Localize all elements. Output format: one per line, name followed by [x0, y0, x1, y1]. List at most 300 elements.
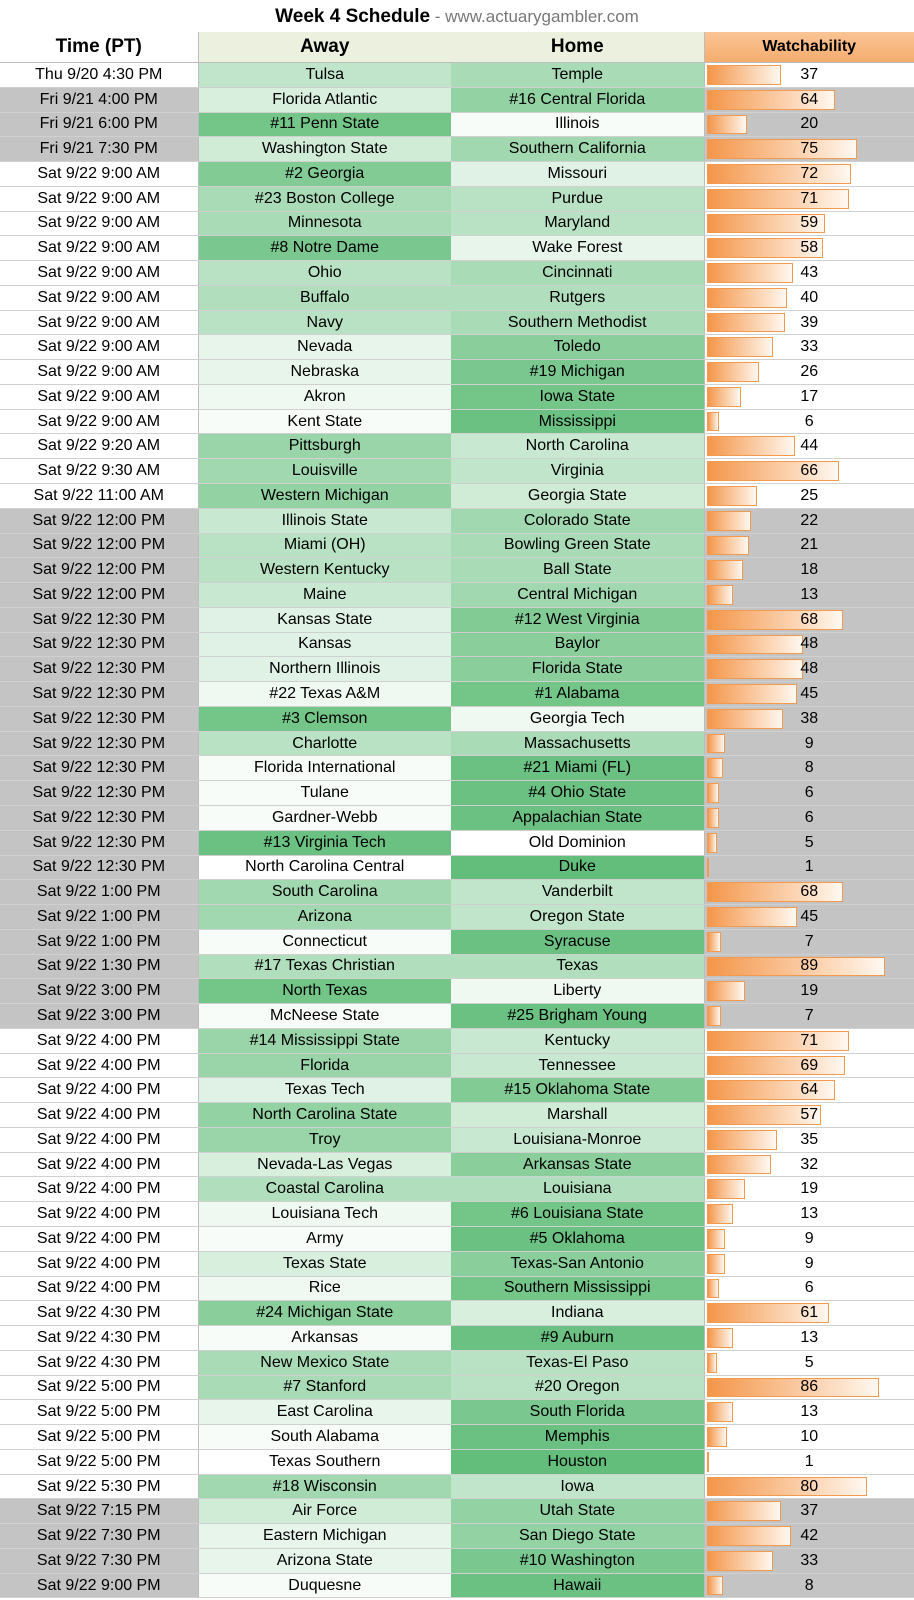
watchability-value: 1 — [804, 858, 814, 876]
home-team: Kentucky — [451, 1028, 704, 1053]
home-team: Houston — [451, 1449, 704, 1474]
away-team: Northern Illinois — [198, 657, 451, 682]
home-team: Massachusetts — [451, 731, 704, 756]
away-team: McNeese State — [198, 1004, 451, 1029]
watchability-cell — [704, 1226, 914, 1251]
watchability-value: 43 — [800, 264, 819, 281]
watchability-cell — [704, 1103, 914, 1128]
table-row — [0, 1425, 914, 1450]
table-row — [0, 731, 914, 756]
watchability-cell — [704, 137, 914, 162]
watchability-cell — [704, 632, 914, 657]
watchability-cell — [704, 1474, 914, 1499]
table-row — [0, 1326, 914, 1351]
table-row — [0, 360, 914, 385]
away-team: Eastern Michigan — [198, 1524, 451, 1549]
table-row — [0, 805, 914, 830]
table-row — [0, 335, 914, 360]
watchability-value: 6 — [804, 784, 814, 802]
watchability-cell — [704, 533, 914, 558]
table-row — [0, 1127, 914, 1152]
table-row — [0, 929, 914, 954]
game-time: Sat 9/22 9:00 AM — [0, 236, 198, 261]
table-row — [0, 533, 914, 558]
away-team: Louisville — [198, 459, 451, 484]
table-row — [0, 1276, 914, 1301]
game-time: Thu 9/20 4:30 PM — [0, 63, 198, 88]
home-team: Ball State — [451, 558, 704, 583]
away-team: Kansas — [198, 632, 451, 657]
watchability-cell — [704, 1202, 914, 1227]
game-time: Sat 9/22 4:00 PM — [0, 1103, 198, 1128]
watchability-cell — [704, 979, 914, 1004]
watchability-cell — [704, 583, 914, 608]
table-row — [0, 607, 914, 632]
home-team: #6 Louisiana State — [451, 1202, 704, 1227]
watchability-value: 89 — [800, 957, 819, 975]
home-team: #20 Oregon — [451, 1375, 704, 1400]
home-team: Colorado State — [451, 508, 704, 533]
away-team: Nevada-Las Vegas — [198, 1152, 451, 1177]
away-team: Pittsburgh — [198, 434, 451, 459]
watchability-cell — [704, 1127, 914, 1152]
title-subtitle: - www.actuarygambler.com — [430, 7, 639, 26]
home-team: Rutgers — [451, 285, 704, 310]
away-team: Maine — [198, 583, 451, 608]
home-team: #19 Michigan — [451, 360, 704, 385]
table-row — [0, 508, 914, 533]
home-team: Georgia State — [451, 484, 704, 509]
table-row — [0, 1226, 914, 1251]
watchability-cell — [704, 211, 914, 236]
away-team: Arkansas — [198, 1326, 451, 1351]
watchability-value: 13 — [800, 1328, 819, 1346]
game-time: Sat 9/22 7:30 PM — [0, 1524, 198, 1549]
table-row — [0, 1449, 914, 1474]
game-time: Sat 9/22 9:00 AM — [0, 261, 198, 286]
game-time: Sat 9/22 12:30 PM — [0, 855, 198, 880]
away-team: Kent State — [198, 409, 451, 434]
watchability-value: 61 — [800, 1304, 819, 1322]
table-row — [0, 1004, 914, 1029]
table-row — [0, 1375, 914, 1400]
away-team: #11 Penn State — [198, 112, 451, 137]
game-time: Sat 9/22 12:00 PM — [0, 583, 198, 608]
table-row — [0, 558, 914, 583]
away-team: #8 Notre Dame — [198, 236, 451, 261]
watchability-value: 42 — [800, 1527, 819, 1545]
away-team: Florida Atlantic — [198, 87, 451, 112]
game-time: Fri 9/21 4:00 PM — [0, 87, 198, 112]
watchability-value: 6 — [804, 1279, 814, 1297]
game-time: Sat 9/22 7:30 PM — [0, 1548, 198, 1573]
game-time: Sat 9/22 12:30 PM — [0, 731, 198, 756]
watchability-cell — [704, 310, 914, 335]
game-time: Sat 9/22 4:00 PM — [0, 1226, 198, 1251]
watchability-value: 17 — [800, 387, 819, 405]
watchability-cell — [704, 63, 914, 88]
watchability-cell — [704, 434, 914, 459]
away-team: Charlotte — [198, 731, 451, 756]
watchability-value: 19 — [800, 982, 819, 1000]
home-team: Central Michigan — [451, 583, 704, 608]
table-row — [0, 1400, 914, 1425]
watchability-cell — [704, 880, 914, 905]
column-header-home: Home — [451, 32, 704, 63]
watchability-value: 9 — [804, 1254, 814, 1272]
home-team: Missouri — [451, 162, 704, 187]
watchability-value: 57 — [800, 1106, 819, 1124]
game-time: Sat 9/22 12:30 PM — [0, 657, 198, 682]
game-time: Sat 9/22 4:00 PM — [0, 1251, 198, 1276]
away-team: Tulane — [198, 781, 451, 806]
watchability-cell — [704, 1425, 914, 1450]
game-time: Sat 9/22 9:20 AM — [0, 434, 198, 459]
watchability-cell — [704, 87, 914, 112]
game-time: Sat 9/22 5:00 PM — [0, 1375, 198, 1400]
home-team: Duke — [451, 855, 704, 880]
game-time: Sat 9/22 4:00 PM — [0, 1078, 198, 1103]
watchability-cell — [704, 855, 914, 880]
home-team: #12 West Virginia — [451, 607, 704, 632]
home-team: Old Dominion — [451, 830, 704, 855]
away-team: North Carolina State — [198, 1103, 451, 1128]
game-time: Sat 9/22 9:00 PM — [0, 1573, 198, 1598]
away-team: Nevada — [198, 335, 451, 360]
away-team: Texas State — [198, 1251, 451, 1276]
home-team: Texas-El Paso — [451, 1350, 704, 1375]
game-time: Sat 9/22 9:00 AM — [0, 285, 198, 310]
watchability-value: 1 — [804, 1452, 814, 1470]
home-team: North Carolina — [451, 434, 704, 459]
table-row — [0, 682, 914, 707]
watchability-cell — [704, 1573, 914, 1598]
table-row — [0, 1177, 914, 1202]
game-time: Sat 9/22 3:00 PM — [0, 1004, 198, 1029]
table-row — [0, 261, 914, 286]
column-header-time: Time (PT) — [0, 32, 198, 63]
game-time: Sat 9/22 4:00 PM — [0, 1152, 198, 1177]
table-row — [0, 855, 914, 880]
game-time: Sat 9/22 12:30 PM — [0, 682, 198, 707]
table-row — [0, 434, 914, 459]
watchability-cell — [704, 682, 914, 707]
home-team: Marshall — [451, 1103, 704, 1128]
watchability-value: 80 — [800, 1477, 819, 1495]
table-row — [0, 162, 914, 187]
table-row — [0, 484, 914, 509]
away-team: #23 Boston College — [198, 186, 451, 211]
watchability-value: 38 — [800, 709, 819, 727]
away-team: Arizona State — [198, 1548, 451, 1573]
home-team: Iowa — [451, 1474, 704, 1499]
watchability-cell — [704, 1400, 914, 1425]
watchability-value: 22 — [800, 511, 819, 529]
header-row — [0, 32, 914, 63]
game-time: Sat 9/22 12:30 PM — [0, 756, 198, 781]
game-time: Sat 9/22 4:00 PM — [0, 1053, 198, 1078]
watchability-cell — [704, 1375, 914, 1400]
home-team: #9 Auburn — [451, 1326, 704, 1351]
watchability-value: 32 — [800, 1155, 819, 1173]
away-team: #17 Texas Christian — [198, 954, 451, 979]
watchability-value: 19 — [800, 1180, 819, 1198]
home-team: #21 Miami (FL) — [451, 756, 704, 781]
game-time: Sat 9/22 4:00 PM — [0, 1028, 198, 1053]
watchability-value: 58 — [800, 239, 819, 257]
home-team: South Florida — [451, 1400, 704, 1425]
away-team: Kansas State — [198, 607, 451, 632]
home-team: Georgia Tech — [451, 706, 704, 731]
home-team: Purdue — [451, 186, 704, 211]
watchability-value: 5 — [804, 833, 814, 851]
home-team: Oregon State — [451, 905, 704, 930]
home-team: Texas-San Antonio — [451, 1251, 704, 1276]
away-team: #22 Texas A&M — [198, 682, 451, 707]
watchability-cell — [704, 781, 914, 806]
away-team: Akron — [198, 384, 451, 409]
watchability-value: 71 — [800, 189, 819, 207]
table-row — [0, 1028, 914, 1053]
away-team: North Texas — [198, 979, 451, 1004]
table-row — [0, 211, 914, 236]
home-team: #25 Brigham Young — [451, 1004, 704, 1029]
game-time: Sat 9/22 12:30 PM — [0, 607, 198, 632]
home-team: #1 Alabama — [451, 682, 704, 707]
watchability-cell — [704, 1177, 914, 1202]
game-time: Sat 9/22 5:00 PM — [0, 1449, 198, 1474]
away-team: New Mexico State — [198, 1350, 451, 1375]
watchability-value: 75 — [800, 140, 819, 158]
table-row — [0, 1078, 914, 1103]
watchability-value: 72 — [800, 164, 819, 182]
watchability-cell — [704, 1028, 914, 1053]
away-team: North Carolina Central — [198, 855, 451, 880]
table-row — [0, 706, 914, 731]
table-row — [0, 384, 914, 409]
watchability-cell — [704, 1350, 914, 1375]
table-row — [0, 1499, 914, 1524]
home-team: San Diego State — [451, 1524, 704, 1549]
away-team: Western Michigan — [198, 484, 451, 509]
game-time: Sat 9/22 4:30 PM — [0, 1326, 198, 1351]
game-time: Fri 9/21 6:00 PM — [0, 112, 198, 137]
table-row — [0, 409, 914, 434]
watchability-cell — [704, 954, 914, 979]
table-row — [0, 1548, 914, 1573]
away-team: Washington State — [198, 137, 451, 162]
table-row — [0, 657, 914, 682]
away-team: Florida — [198, 1053, 451, 1078]
table-row — [0, 112, 914, 137]
watchability-value: 37 — [800, 1502, 819, 1520]
away-team: Ohio — [198, 261, 451, 286]
away-team: Gardner-Webb — [198, 805, 451, 830]
away-team: Connecticut — [198, 929, 451, 954]
game-time: Sat 9/22 12:30 PM — [0, 781, 198, 806]
watchability-cell — [704, 261, 914, 286]
watchability-cell — [704, 731, 914, 756]
watchability-value: 39 — [800, 313, 819, 331]
game-time: Sat 9/22 12:30 PM — [0, 706, 198, 731]
watchability-cell — [704, 1499, 914, 1524]
watchability-cell — [704, 459, 914, 484]
watchability-value: 68 — [800, 610, 819, 628]
table-row — [0, 1251, 914, 1276]
away-team: Texas Tech — [198, 1078, 451, 1103]
watchability-value: 59 — [800, 214, 819, 232]
away-team: Tulsa — [198, 63, 451, 88]
table-row — [0, 186, 914, 211]
watchability-cell — [704, 1078, 914, 1103]
watchability-cell — [704, 484, 914, 509]
away-team: Florida International — [198, 756, 451, 781]
away-team: Troy — [198, 1127, 451, 1152]
table-row — [0, 459, 914, 484]
game-time: Sat 9/22 7:15 PM — [0, 1499, 198, 1524]
table-row — [0, 1152, 914, 1177]
home-team: Cincinnati — [451, 261, 704, 286]
watchability-value: 5 — [804, 1353, 814, 1371]
watchability-cell — [704, 1524, 914, 1549]
table-row — [0, 1202, 914, 1227]
away-team: East Carolina — [198, 1400, 451, 1425]
home-team: #16 Central Florida — [451, 87, 704, 112]
home-team: Texas — [451, 954, 704, 979]
watchability-cell — [704, 384, 914, 409]
watchability-cell — [704, 508, 914, 533]
table-row — [0, 236, 914, 261]
game-time: Sat 9/22 1:00 PM — [0, 929, 198, 954]
watchability-value: 86 — [800, 1378, 819, 1396]
home-team: #15 Oklahoma State — [451, 1078, 704, 1103]
watchability-value: 48 — [800, 660, 819, 678]
away-team: Minnesota — [198, 211, 451, 236]
home-team: Baylor — [451, 632, 704, 657]
game-time: Sat 9/22 1:00 PM — [0, 880, 198, 905]
watchability-value: 33 — [800, 1551, 819, 1569]
away-team: Louisiana Tech — [198, 1202, 451, 1227]
away-team: #14 Mississippi State — [198, 1028, 451, 1053]
home-team: Louisiana-Monroe — [451, 1127, 704, 1152]
watchability-cell — [704, 1251, 914, 1276]
game-time: Sat 9/22 9:00 AM — [0, 360, 198, 385]
table-row — [0, 87, 914, 112]
home-team: Illinois — [451, 112, 704, 137]
watchability-cell — [704, 112, 914, 137]
game-time: Sat 9/22 9:00 AM — [0, 186, 198, 211]
watchability-value: 40 — [800, 288, 819, 306]
watchability-cell — [704, 186, 914, 211]
table-row — [0, 1103, 914, 1128]
watchability-cell — [704, 905, 914, 930]
watchability-cell — [704, 706, 914, 731]
table-row — [0, 1573, 914, 1598]
watchability-value: 33 — [800, 338, 819, 356]
home-team: Appalachian State — [451, 805, 704, 830]
watchability-cell — [704, 1301, 914, 1326]
game-time: Sat 9/22 9:00 AM — [0, 162, 198, 187]
home-team: Vanderbilt — [451, 880, 704, 905]
game-time: Sat 9/22 4:00 PM — [0, 1177, 198, 1202]
game-time: Sat 9/22 9:00 AM — [0, 211, 198, 236]
watchability-cell — [704, 1548, 914, 1573]
game-time: Sat 9/22 4:30 PM — [0, 1301, 198, 1326]
watchability-cell — [704, 1053, 914, 1078]
game-time: Sat 9/22 4:00 PM — [0, 1276, 198, 1301]
watchability-cell — [704, 830, 914, 855]
table-row — [0, 1474, 914, 1499]
watchability-value: 6 — [804, 412, 814, 430]
watchability-cell — [704, 285, 914, 310]
watchability-value: 7 — [804, 932, 814, 950]
away-team: #13 Virginia Tech — [198, 830, 451, 855]
home-team: Liberty — [451, 979, 704, 1004]
game-time: Sat 9/22 5:00 PM — [0, 1400, 198, 1425]
column-header-away: Away — [198, 32, 451, 63]
watchability-value: 44 — [800, 437, 819, 455]
game-time: Sat 9/22 12:00 PM — [0, 508, 198, 533]
watchability-value: 35 — [800, 1130, 819, 1148]
home-team: Arkansas State — [451, 1152, 704, 1177]
watchability-value: 20 — [800, 115, 819, 133]
table-row — [0, 954, 914, 979]
game-time: Sat 9/22 5:30 PM — [0, 1474, 198, 1499]
away-team: #3 Clemson — [198, 706, 451, 731]
home-team: Florida State — [451, 657, 704, 682]
away-team: Texas Southern — [198, 1449, 451, 1474]
table-row — [0, 1350, 914, 1375]
game-time: Sat 9/22 12:30 PM — [0, 805, 198, 830]
game-time: Sat 9/22 9:00 AM — [0, 409, 198, 434]
table-row — [0, 1053, 914, 1078]
watchability-value: 68 — [800, 883, 819, 901]
table-row — [0, 979, 914, 1004]
watchability-value: 18 — [800, 561, 819, 579]
game-time: Sat 9/22 9:00 AM — [0, 335, 198, 360]
away-team: Duquesne — [198, 1573, 451, 1598]
away-team: Western Kentucky — [198, 558, 451, 583]
away-team: #24 Michigan State — [198, 1301, 451, 1326]
watchability-cell — [704, 1152, 914, 1177]
game-time: Sat 9/22 12:00 PM — [0, 533, 198, 558]
away-team: Arizona — [198, 905, 451, 930]
watchability-value: 71 — [800, 1031, 819, 1049]
home-team: Temple — [451, 63, 704, 88]
game-time: Sat 9/22 12:30 PM — [0, 830, 198, 855]
watchability-value: 25 — [800, 486, 819, 504]
game-time: Sat 9/22 4:00 PM — [0, 1127, 198, 1152]
home-team: Iowa State — [451, 384, 704, 409]
watchability-value: 13 — [800, 1403, 819, 1421]
watchability-value: 45 — [800, 685, 819, 703]
away-team: Miami (OH) — [198, 533, 451, 558]
table-row — [0, 632, 914, 657]
watchability-value: 8 — [804, 759, 814, 777]
watchability-value: 9 — [804, 734, 814, 752]
watchability-cell — [704, 1276, 914, 1301]
home-team: Southern Methodist — [451, 310, 704, 335]
watchability-cell — [704, 929, 914, 954]
home-team: Tennessee — [451, 1053, 704, 1078]
watchability-cell — [704, 409, 914, 434]
watchability-cell — [704, 756, 914, 781]
game-time: Sat 9/22 11:00 AM — [0, 484, 198, 509]
table-row — [0, 781, 914, 806]
home-team: #4 Ohio State — [451, 781, 704, 806]
watchability-value: 66 — [800, 462, 819, 480]
table-row — [0, 137, 914, 162]
